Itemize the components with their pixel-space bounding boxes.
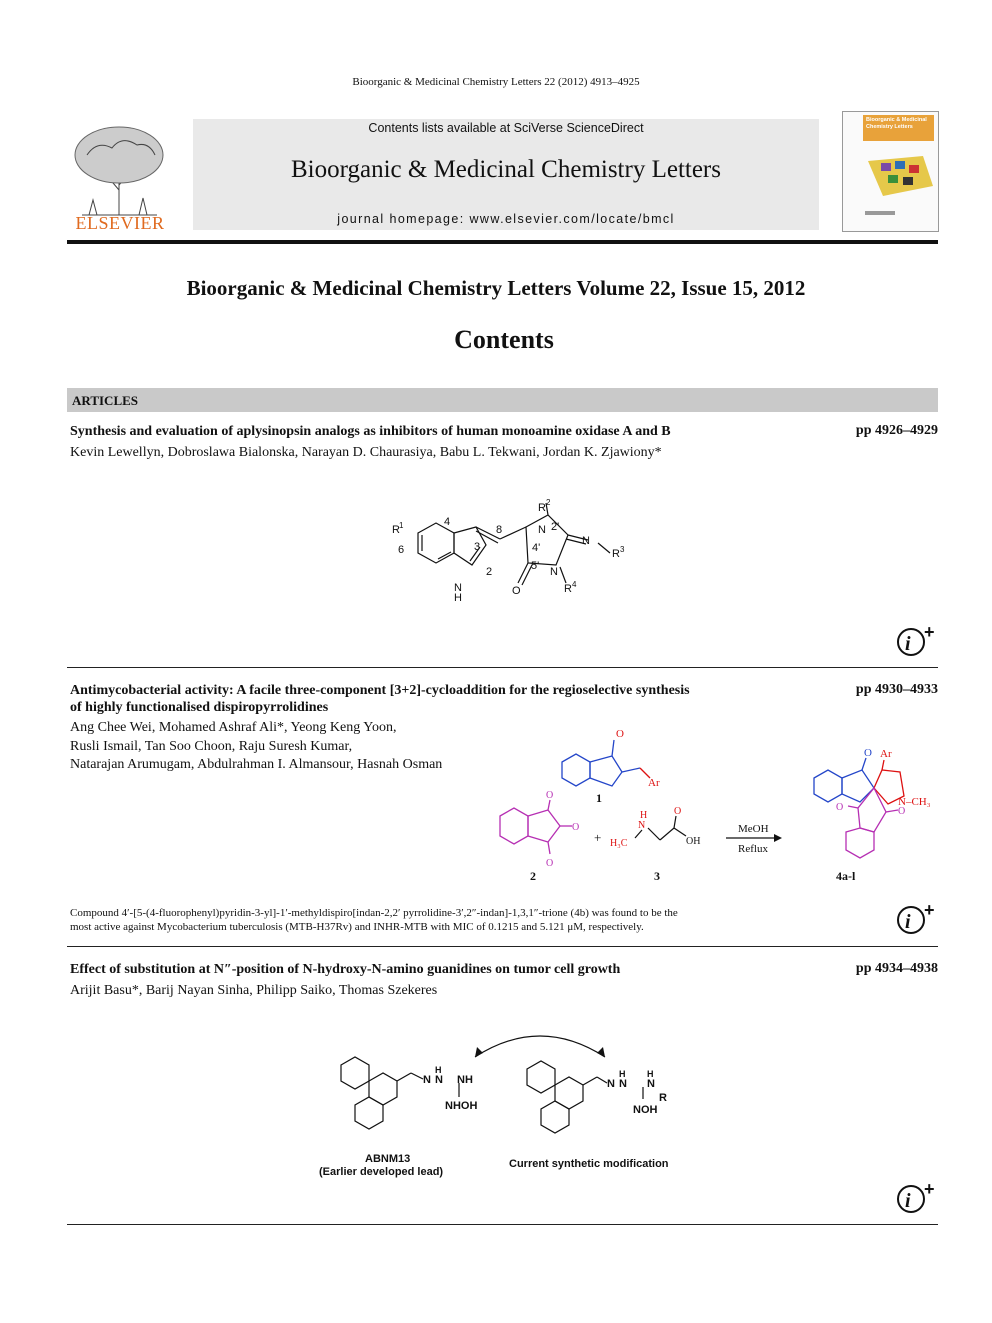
- svg-text:NHOH: NHOH: [445, 1100, 478, 1112]
- svg-text:5': 5': [531, 560, 540, 572]
- svg-text:+: +: [924, 902, 935, 920]
- article-2-authors-line2: Rusli Ismail, Tan Soo Choon, Raju Suresh Kumar,: [70, 739, 353, 754]
- info-plus-icon[interactable]: [896, 1181, 938, 1215]
- svg-text:O: O: [572, 822, 580, 833]
- svg-text:2': 2': [551, 521, 560, 533]
- svg-text:N: N: [538, 524, 546, 536]
- svg-text:O: O: [512, 585, 521, 597]
- svg-text:N–CH₃: N–CH₃: [898, 796, 931, 808]
- svg-text:N: N: [582, 535, 590, 547]
- left-caption-1: ABNM13: [365, 1153, 411, 1165]
- svg-text:N: N: [638, 820, 646, 831]
- label-3: 3: [654, 869, 660, 883]
- reagent-top: MeOH: [738, 823, 769, 835]
- svg-text:N: N: [550, 566, 558, 578]
- article-2-abstract-line1: Compound 4′-[5-(4-fluorophenyl)pyridin-3-yl]-1′-methyldispiro[indan-2,2′ pyrrolidine-3′,2″-indan]-1,3,1″-trione (4b) was found to be the: [70, 907, 678, 919]
- publisher-logo-text: ELSEVIER: [75, 213, 165, 233]
- svg-text:1: 1: [399, 521, 404, 530]
- svg-text:R: R: [659, 1092, 667, 1104]
- svg-text:N: N: [435, 1074, 443, 1086]
- svg-text:O: O: [546, 858, 554, 869]
- availability-text[interactable]: Contents lists available at SciVerse ScienceDirect: [368, 121, 644, 135]
- section-label: ARTICLES: [72, 393, 139, 408]
- svg-text:O: O: [864, 747, 872, 759]
- article-3-authors: Arijit Basu*, Barij Nayan Sinha, Philipp Saiko, Thomas Szekeres: [70, 983, 438, 998]
- plus-sign: +: [594, 830, 602, 845]
- reagent-bottom: Reflux: [738, 843, 768, 855]
- label-2: 2: [530, 869, 536, 883]
- svg-text:H: H: [640, 810, 648, 821]
- svg-text:NH: NH: [457, 1074, 473, 1086]
- svg-text:N: N: [423, 1074, 431, 1086]
- svg-text:+: +: [924, 1181, 935, 1199]
- divider: [67, 1224, 938, 1225]
- right-caption: Current synthetic modification: [509, 1158, 669, 1170]
- article-2-pages: pp 4930–4933: [855, 682, 938, 697]
- article-1-title[interactable]: Synthesis and evaluation of aplysinopsin analogs as inhibitors of human monoamine oxidase A and B: [70, 424, 671, 439]
- cover-title: Bioorganic & Medicinal Chemistry Letters: [866, 117, 927, 130]
- svg-text:i: i: [905, 1190, 911, 1212]
- svg-text:N: N: [607, 1078, 615, 1090]
- svg-text:H: H: [619, 1069, 626, 1079]
- svg-text:i: i: [905, 633, 911, 655]
- article-1-authors: Kevin Lewellyn, Dobroslawa Bialonska, Narayan D. Chaurasiya, Babu L. Tekwani, Jordan K. Zjawiony*: [70, 445, 662, 460]
- svg-text:N: N: [619, 1078, 627, 1090]
- svg-text:H: H: [647, 1069, 654, 1079]
- svg-text:O: O: [898, 806, 906, 817]
- svg-text:NOH: NOH: [633, 1104, 658, 1116]
- journal-cover: [842, 111, 939, 232]
- svg-text:N: N: [647, 1078, 655, 1090]
- svg-text:+: +: [924, 624, 935, 642]
- svg-text:i: i: [905, 911, 911, 933]
- article-3-pages: pp 4934–4938: [855, 961, 938, 976]
- header-rule: [67, 240, 938, 244]
- article-2-authors-line1: Ang Chee Wei, Mohamed Ashraf Ali*, Yeong Keng Yoon,: [70, 720, 397, 735]
- article-1-pages: pp 4926–4929: [855, 423, 938, 438]
- aplysinopsin-structure: [388, 495, 638, 610]
- article-2-authors-line3: Natarajan Arumugam, Abdulrahman I. Almansour, Hasnah Osman: [70, 757, 443, 772]
- svg-text:3: 3: [474, 541, 481, 553]
- svg-text:R: R: [612, 548, 620, 560]
- article-2-title-line2[interactable]: of highly functionalised dispiropyrrolidines: [70, 700, 329, 715]
- svg-text:OH: OH: [686, 836, 701, 847]
- info-plus-icon[interactable]: [896, 624, 938, 658]
- svg-text:3: 3: [620, 545, 625, 554]
- info-plus-icon[interactable]: [896, 902, 938, 936]
- svg-text:H: H: [435, 1065, 442, 1075]
- cycloaddition-scheme: [490, 720, 940, 888]
- svg-text:Ar: Ar: [880, 748, 892, 760]
- svg-text:4: 4: [572, 580, 577, 589]
- svg-text:O: O: [836, 802, 844, 813]
- svg-text:N: N: [454, 582, 462, 594]
- label-1: 1: [596, 791, 602, 805]
- contents-heading: Contents: [454, 325, 554, 354]
- guanidine-structures: [315, 1025, 715, 1180]
- svg-text:6: 6: [398, 544, 405, 556]
- journal-citation: Bioorganic & Medicinal Chemistry Letters 22 (2012) 4913–4925: [352, 76, 640, 88]
- svg-text:8: 8: [496, 524, 503, 536]
- svg-text:4: 4: [444, 516, 451, 528]
- svg-text:4': 4': [532, 542, 541, 554]
- svg-text:2: 2: [486, 566, 493, 578]
- svg-text:O: O: [674, 806, 682, 817]
- svg-text:R: R: [392, 524, 400, 536]
- divider: [67, 946, 938, 947]
- volume-line: Bioorganic & Medicinal Chemistry Letters Volume 22, Issue 15, 2012: [186, 276, 806, 300]
- svg-text:R: R: [564, 583, 572, 595]
- svg-text:O: O: [616, 728, 624, 740]
- article-2-abstract-line2: most active against Mycobacterium tuberculosis (MTB-H37Rv) and INHR-MTB with MIC of 0.1215 and 5.121 μM, respectively.: [70, 921, 644, 933]
- section-bar: [67, 388, 938, 412]
- svg-text:R: R: [538, 502, 546, 514]
- label-product: 4a-l: [836, 869, 856, 883]
- journal-title: Bioorganic & Medicinal Chemistry Letters: [290, 156, 721, 183]
- svg-text:H: H: [454, 592, 462, 604]
- article-3-title[interactable]: Effect of substitution at N″-position of N-hydroxy-N-amino guanidines on tumor cell growth: [70, 962, 621, 977]
- divider: [67, 667, 938, 668]
- journal-homepage[interactable]: journal homepage: www.elsevier.com/locate/bmcl: [337, 212, 675, 226]
- left-caption-2: (Earlier developed lead): [319, 1166, 444, 1178]
- svg-text:H₃C: H₃C: [610, 838, 628, 849]
- article-2-title-line1[interactable]: Antimycobacterial activity: A facile three-component [3+2]-cycloaddition for the regioselective synthesis: [70, 683, 690, 698]
- svg-text:O: O: [546, 790, 554, 801]
- svg-text:Ar: Ar: [648, 777, 660, 789]
- svg-text:2: 2: [546, 498, 551, 507]
- cover-art: [843, 141, 938, 221]
